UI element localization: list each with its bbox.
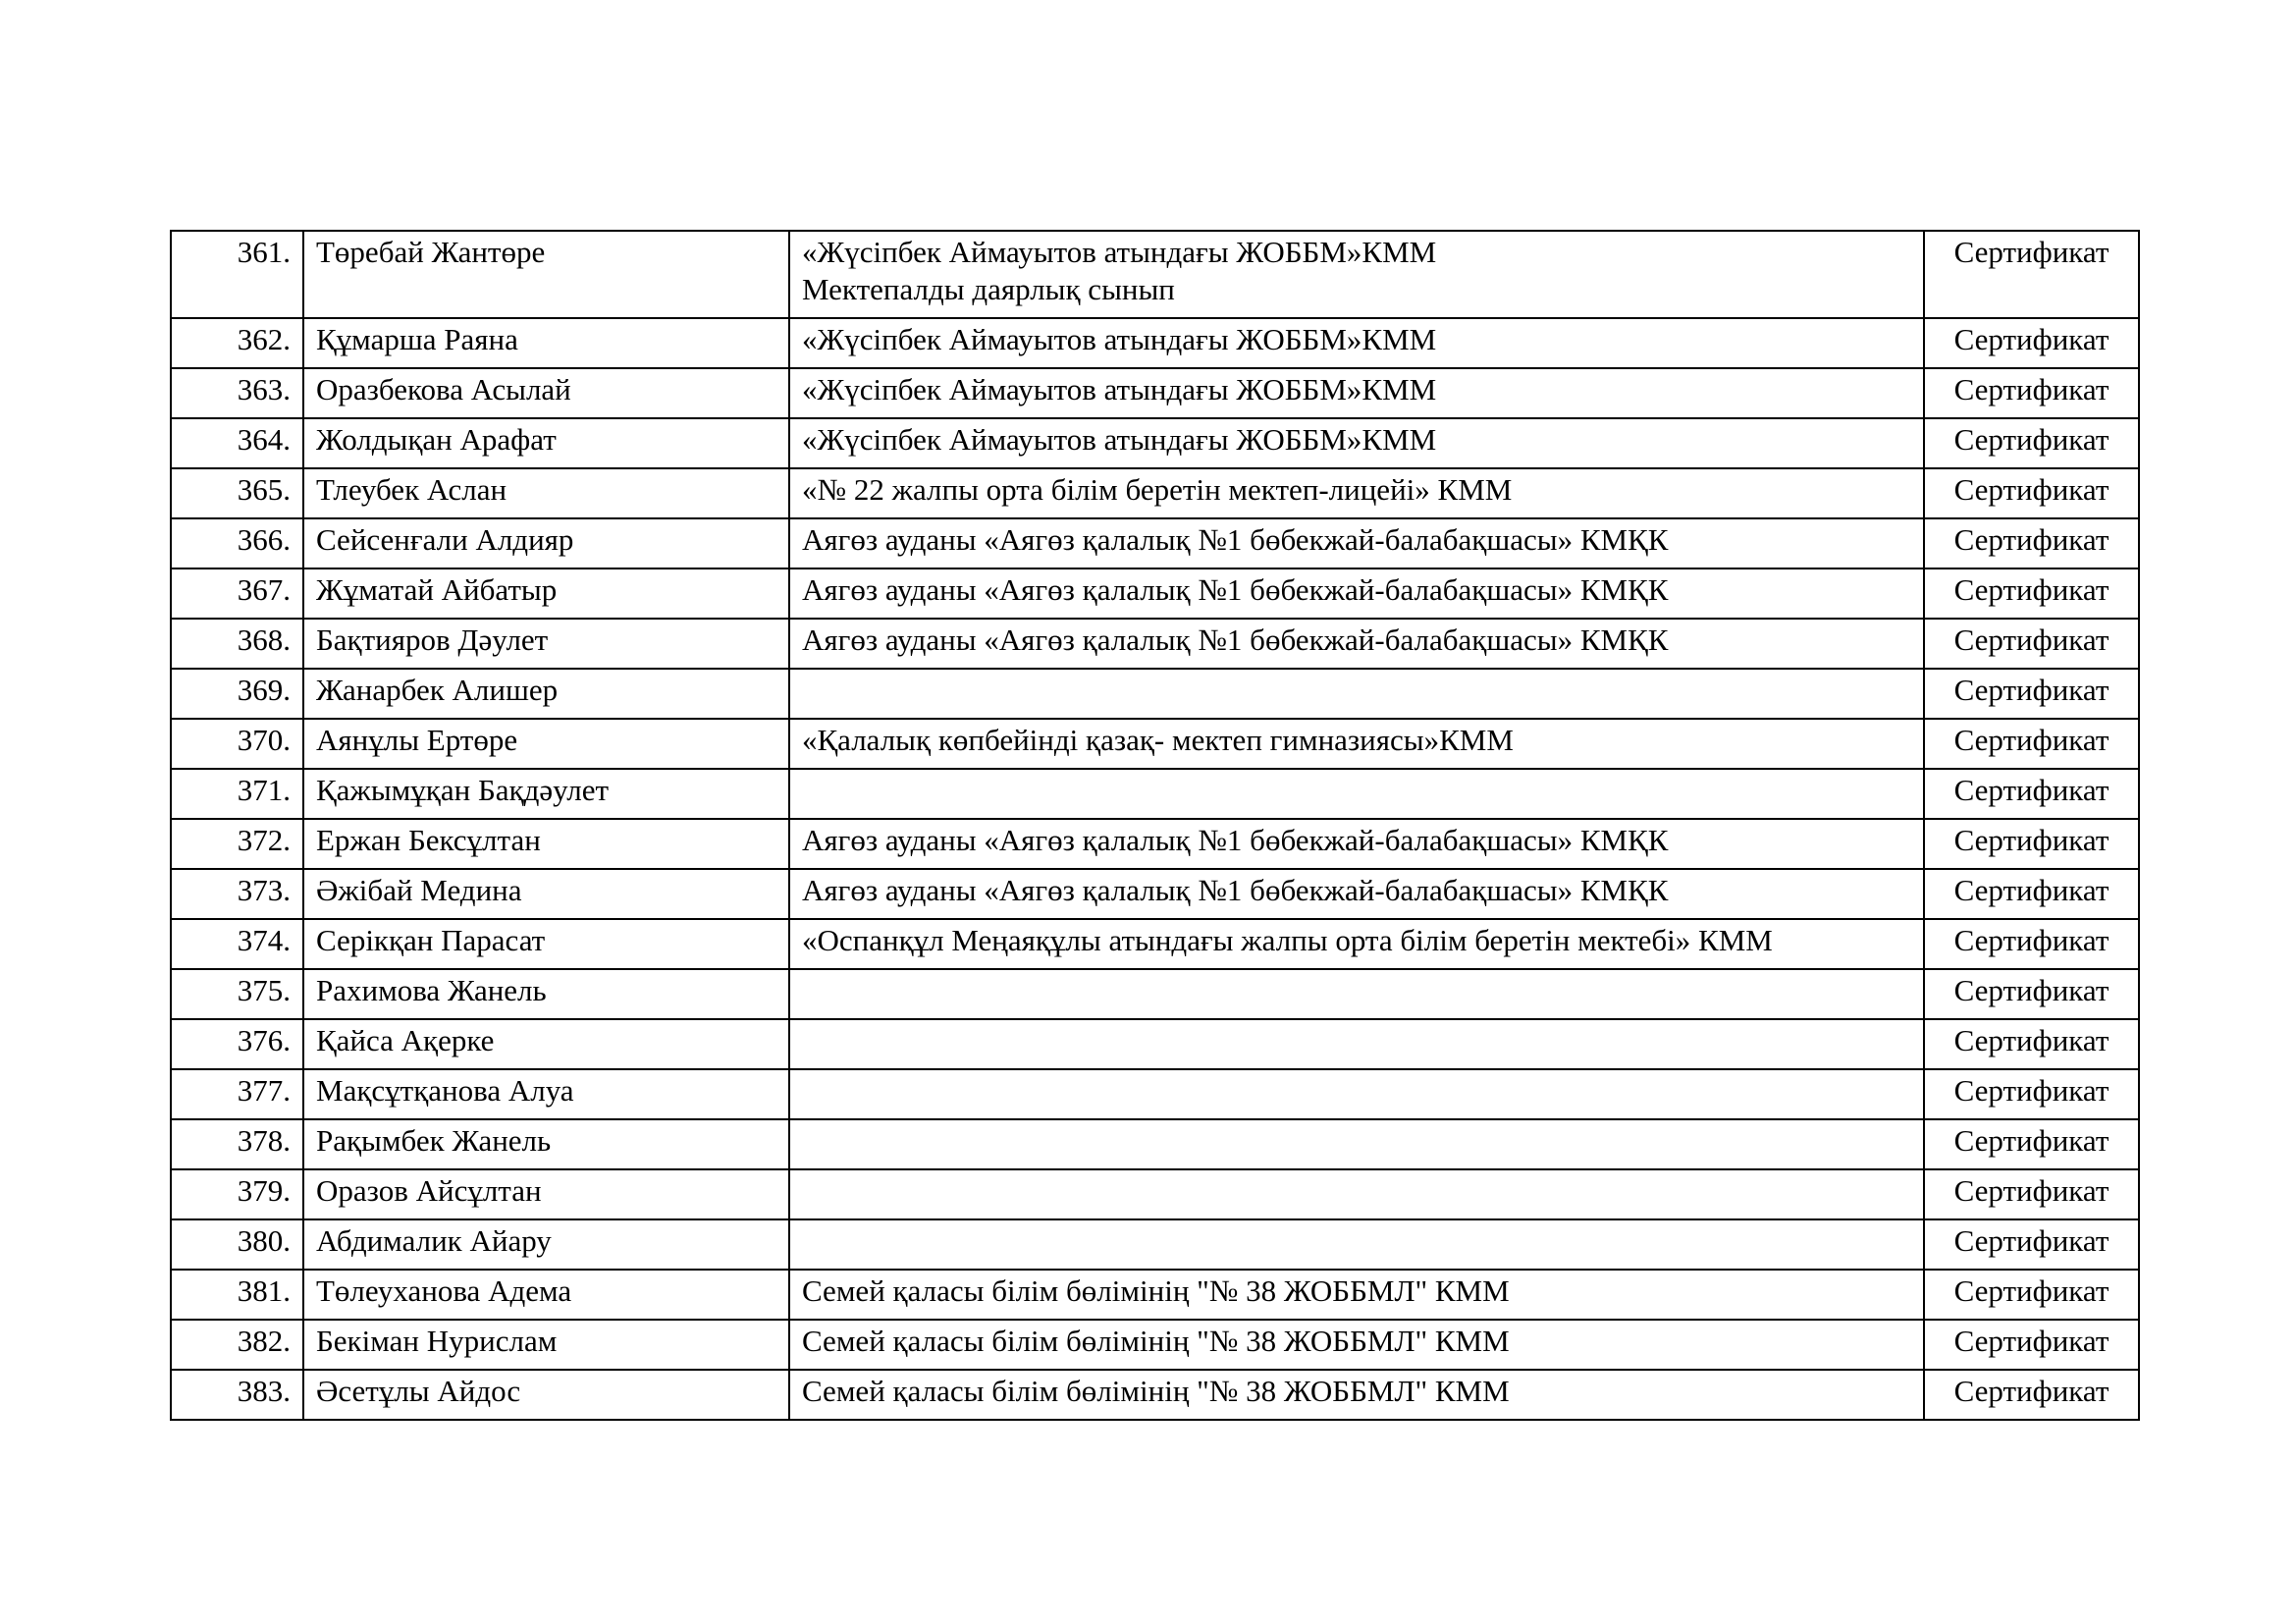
- student-name: Оразбекова Асылай: [303, 368, 789, 418]
- student-name: Төлеуханова Адема: [303, 1270, 789, 1320]
- row-number: 374.: [171, 919, 303, 969]
- table-row: [171, 1320, 2139, 1370]
- organization: [789, 969, 1924, 1019]
- student-name: Әсетұлы Айдос: [303, 1370, 789, 1420]
- student-name: Мақсұтқанова Алуа: [303, 1069, 789, 1119]
- organization: «Қалалық көпбейінді қазақ- мектеп гимназиясы»КММ: [789, 719, 1924, 769]
- row-number: 366.: [171, 518, 303, 568]
- row-number: 362.: [171, 318, 303, 368]
- document-type: Сертификат: [1924, 819, 2139, 869]
- organization: «Жүсіпбек Аймауытов атындағы ЖОББМ»КММ: [789, 368, 1924, 418]
- row-number: 372.: [171, 819, 303, 869]
- document-type: Сертификат: [1924, 231, 2139, 318]
- student-name: Қажымұқан Бақдәулет: [303, 769, 789, 819]
- row-number: 364.: [171, 418, 303, 468]
- organization: «Жүсіпбек Аймауытов атындағы ЖОББМ»КММ: [789, 318, 1924, 368]
- table-row: [171, 518, 2139, 568]
- table-row: [171, 919, 2139, 969]
- row-number: 368.: [171, 619, 303, 669]
- row-number: 365.: [171, 468, 303, 518]
- organization: Семей қаласы білім бөлімінің "№ 38 ЖОББМЛ" КММ: [789, 1320, 1924, 1370]
- student-name: Жанарбек Алишер: [303, 669, 789, 719]
- document-type: Сертификат: [1924, 1069, 2139, 1119]
- row-number: 370.: [171, 719, 303, 769]
- table-row: [171, 468, 2139, 518]
- document-type: Сертификат: [1924, 1370, 2139, 1420]
- organization: Аягөз ауданы «Аягөз қалалық №1 бөбекжай-балабақшасы» КМҚК: [789, 619, 1924, 669]
- row-number: 373.: [171, 869, 303, 919]
- table-row: [171, 1169, 2139, 1219]
- table-row: [171, 1069, 2139, 1119]
- document-type: Сертификат: [1924, 568, 2139, 619]
- document-type: Сертификат: [1924, 1270, 2139, 1320]
- table-row: [171, 1019, 2139, 1069]
- student-name: Тлеубек Аслан: [303, 468, 789, 518]
- organization: [789, 1119, 1924, 1169]
- row-number: 371.: [171, 769, 303, 819]
- student-name: Қайса Ақерке: [303, 1019, 789, 1069]
- organization: «№ 22 жалпы орта білім беретін мектеп-лицейі» КММ: [789, 468, 1924, 518]
- organization: Аягөз ауданы «Аягөз қалалық №1 бөбекжай-балабақшасы» КМҚК: [789, 568, 1924, 619]
- table-row: [171, 619, 2139, 669]
- student-name: Төребай Жантөре: [303, 231, 789, 318]
- document-type: Сертификат: [1924, 418, 2139, 468]
- document-type: Сертификат: [1924, 1169, 2139, 1219]
- organization: [789, 1219, 1924, 1270]
- table-row: [171, 1370, 2139, 1420]
- table-row: [171, 568, 2139, 619]
- organization: [789, 669, 1924, 719]
- student-name: Аянұлы Ертөре: [303, 719, 789, 769]
- document-type: Сертификат: [1924, 518, 2139, 568]
- student-name: Бақтияров Дәулет: [303, 619, 789, 669]
- row-number: 363.: [171, 368, 303, 418]
- organization: «Жүсіпбек Аймауытов атындағы ЖОББМ»КММ: [789, 418, 1924, 468]
- row-number: 375.: [171, 969, 303, 1019]
- student-name: Жолдықан Арафат: [303, 418, 789, 468]
- document-type: Сертификат: [1924, 1119, 2139, 1169]
- organization-name: «Жүсіпбек Аймауытов атындағы ЖОББМ»КММ: [802, 235, 1437, 269]
- table-row: [171, 969, 2139, 1019]
- student-name: Рақымбек Жанель: [303, 1119, 789, 1169]
- student-name: Бекіман Нурислам: [303, 1320, 789, 1370]
- table-row: [171, 819, 2139, 869]
- document-type: Сертификат: [1924, 368, 2139, 418]
- row-number: 382.: [171, 1320, 303, 1370]
- organization: Аягөз ауданы «Аягөз қалалық №1 бөбекжай-балабақшасы» КМҚК: [789, 819, 1924, 869]
- student-name: Оразов Айсұлтан: [303, 1169, 789, 1219]
- organization: Аягөз ауданы «Аягөз қалалық №1 бөбекжай-балабақшасы» КМҚК: [789, 518, 1924, 568]
- table-row: [171, 669, 2139, 719]
- organization: [789, 1069, 1924, 1119]
- student-name: Серікқан Парасат: [303, 919, 789, 969]
- organization: «Оспанқұл Меңаяқұлы атындағы жалпы орта білім беретін мектебі» КММ: [789, 919, 1924, 969]
- student-name: Абдималик Айару: [303, 1219, 789, 1270]
- document-type: Сертификат: [1924, 1019, 2139, 1069]
- student-name: Жұматай Айбатыр: [303, 568, 789, 619]
- organization: Семей қаласы білім бөлімінің "№ 38 ЖОББМЛ" КММ: [789, 1270, 1924, 1320]
- row-number: 378.: [171, 1119, 303, 1169]
- table-row: [171, 368, 2139, 418]
- organization: [789, 1019, 1924, 1069]
- row-number: 377.: [171, 1069, 303, 1119]
- organization: [789, 231, 1924, 318]
- document-type: Сертификат: [1924, 869, 2139, 919]
- document-type: Сертификат: [1924, 769, 2139, 819]
- table-row: [171, 869, 2139, 919]
- row-number: 367.: [171, 568, 303, 619]
- document-type: Сертификат: [1924, 619, 2139, 669]
- organization: Аягөз ауданы «Аягөз қалалық №1 бөбекжай-балабақшасы» КМҚК: [789, 869, 1924, 919]
- table-row: [171, 418, 2139, 468]
- table-row: [171, 1119, 2139, 1169]
- row-number: 361.: [171, 231, 303, 318]
- document-type: Сертификат: [1924, 919, 2139, 969]
- document-type: Сертификат: [1924, 1320, 2139, 1370]
- student-name: Құмарша Раяна: [303, 318, 789, 368]
- document-type: Сертификат: [1924, 318, 2139, 368]
- certificate-list-table: [170, 230, 2140, 1421]
- document-type: Сертификат: [1924, 669, 2139, 719]
- table-row: [171, 719, 2139, 769]
- organization-class: Мектепалды даярлық сынып: [802, 272, 1175, 306]
- student-name: Әжібай Медина: [303, 869, 789, 919]
- row-number: 383.: [171, 1370, 303, 1420]
- row-number: 379.: [171, 1169, 303, 1219]
- table-row: [171, 1270, 2139, 1320]
- organization: [789, 1169, 1924, 1219]
- table-row: [171, 318, 2139, 368]
- document-type: Сертификат: [1924, 969, 2139, 1019]
- table-row: [171, 1219, 2139, 1270]
- row-number: 380.: [171, 1219, 303, 1270]
- document-type: Сертификат: [1924, 1219, 2139, 1270]
- row-number: 381.: [171, 1270, 303, 1320]
- row-number: 376.: [171, 1019, 303, 1069]
- table-row: [171, 769, 2139, 819]
- organization: [789, 769, 1924, 819]
- student-name: Сейсенғали Алдияр: [303, 518, 789, 568]
- document-type: Сертификат: [1924, 719, 2139, 769]
- row-number: 369.: [171, 669, 303, 719]
- document-type: Сертификат: [1924, 468, 2139, 518]
- student-name: Рахимова Жанель: [303, 969, 789, 1019]
- student-name: Ержан Бексұлтан: [303, 819, 789, 869]
- table-row: [171, 231, 2139, 318]
- organization: Семей қаласы білім бөлімінің "№ 38 ЖОББМЛ" КММ: [789, 1370, 1924, 1420]
